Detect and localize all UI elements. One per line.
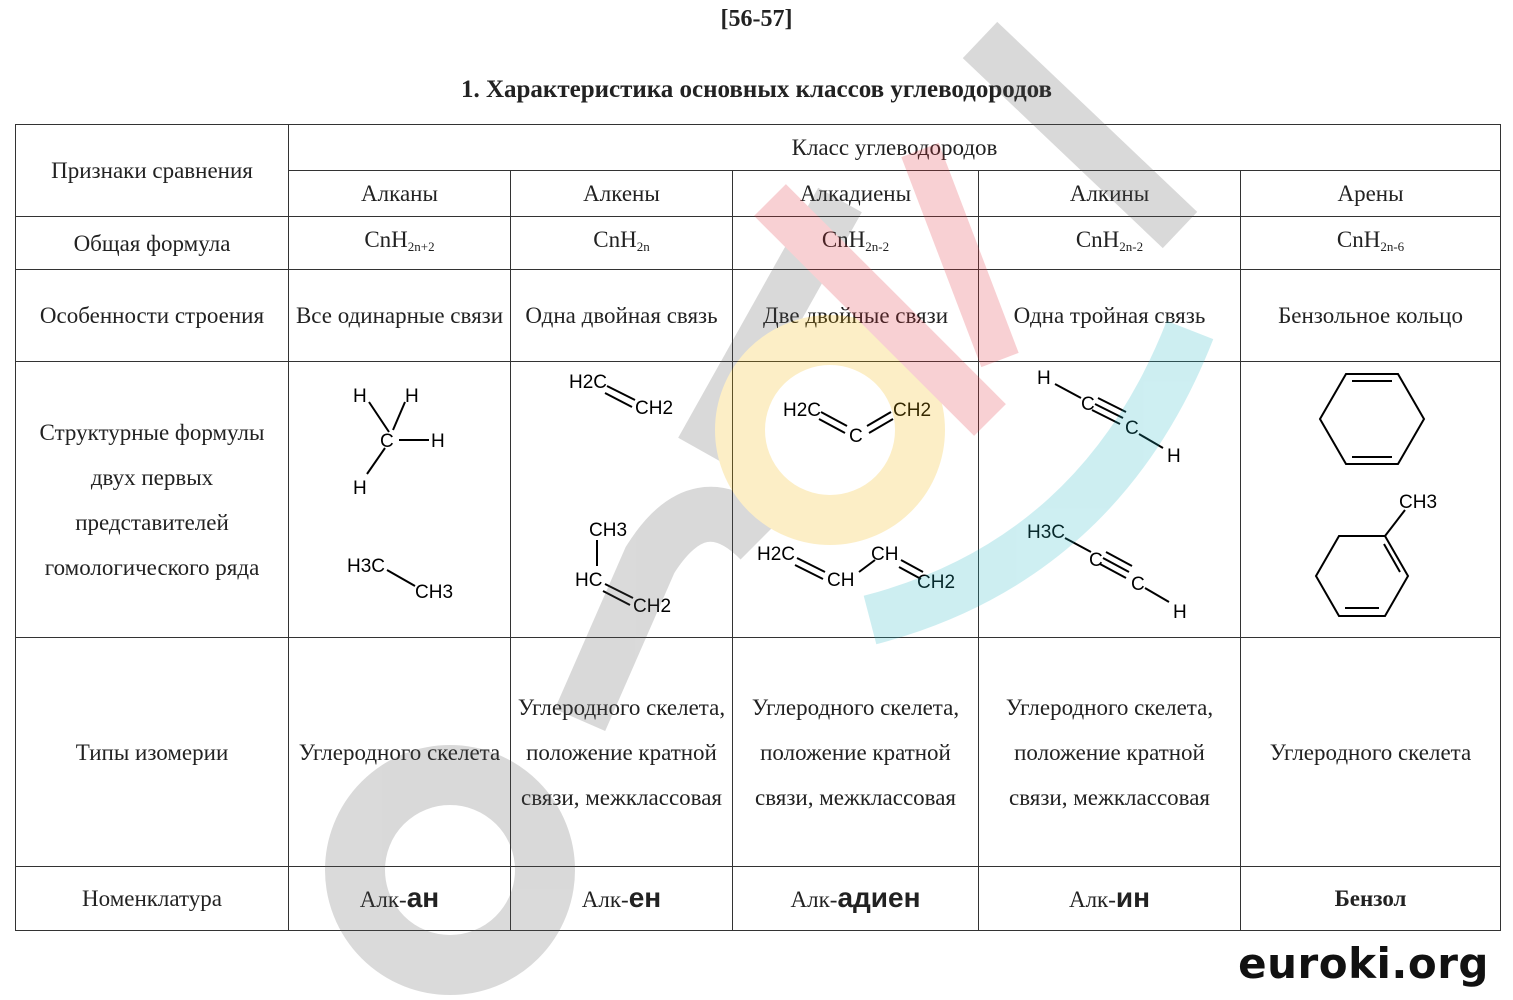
propene-formula	[575, 520, 671, 617]
nomenclature-alkynes: Алк-ин	[979, 867, 1241, 931]
header-alkanes: Алканы	[289, 171, 511, 217]
nomenclature-alkenes: Алк-ен	[511, 867, 733, 931]
nomenclature-alkanes: Алк-ан	[289, 867, 511, 931]
formula-arenes: CnH$_{2n-6}$	[1241, 217, 1501, 270]
butadiene-formula	[757, 544, 955, 593]
page-reference: [56-57]	[720, 6, 793, 32]
isomerism-alkynes: Углеродного скелета, положение кратной связи, межклассовая	[979, 638, 1241, 867]
svg-text:C: C	[849, 426, 863, 447]
row-label-isomerism: Типы изомерии	[16, 638, 289, 867]
formula-alkenes: CnH$_{2n}$	[511, 217, 733, 270]
svg-text:C: C	[1081, 394, 1095, 415]
svg-text:H: H	[1037, 368, 1051, 389]
svg-text:H: H	[431, 431, 445, 452]
header-comparison: Признаки сравнения	[16, 125, 289, 217]
euroki-logo: euroki.org	[1238, 939, 1489, 988]
svg-text:CH2: CH2	[917, 572, 956, 593]
propadiene-formula	[783, 400, 931, 447]
svg-text:CH2: CH2	[635, 398, 674, 419]
structure-alkanes: Все одинарные связи	[289, 270, 511, 362]
ethyne-formula	[1037, 368, 1181, 467]
svg-text:H3C: H3C	[347, 556, 386, 577]
header-alkenes: Алкены	[511, 171, 733, 217]
svg-text:H3C: H3C	[1027, 522, 1066, 543]
page-title: 1. Характеристика основных классов углеводородов	[460, 76, 1053, 103]
ethene-formula	[569, 372, 673, 419]
svg-text:CH3: CH3	[589, 520, 628, 541]
svg-text:H: H	[1173, 602, 1187, 623]
structural-formulas-alkynes	[979, 362, 1241, 638]
structure-alkadienes: Две двойные связи	[733, 270, 979, 362]
header-class-group: Класс углеводородов	[289, 125, 1501, 171]
isomerism-alkanes: Углеродного скелета	[289, 638, 511, 867]
formula-alkynes: CnH$_{2n-2}$	[979, 217, 1241, 270]
svg-text:H: H	[353, 478, 367, 499]
structural-formulas-arenes	[1241, 362, 1501, 638]
header-alkynes: Алкины	[979, 171, 1241, 217]
svg-text:CH2: CH2	[893, 400, 932, 421]
svg-text:CH3: CH3	[1399, 492, 1438, 513]
benzene-formula	[1320, 374, 1424, 464]
structure-alkenes: Одна двойная связь	[511, 270, 733, 362]
svg-text:C: C	[1131, 574, 1145, 595]
isomerism-alkadienes: Углеродного скелета, положение кратной связи, межклассовая	[733, 638, 979, 867]
row-label-structure: Особенности строения	[16, 270, 289, 362]
structural-formulas-alkadienes	[733, 362, 979, 638]
svg-text:CH2: CH2	[633, 596, 672, 617]
svg-text:H2C: H2C	[757, 544, 796, 565]
svg-text:C: C	[1125, 418, 1139, 439]
propyne-formula	[1027, 522, 1187, 623]
svg-text:CH3: CH3	[415, 582, 454, 603]
toluene-formula	[1316, 492, 1437, 616]
methane-formula	[353, 386, 445, 499]
row-label-nomenclature: Номенклатура	[16, 867, 289, 931]
formula-alkanes: CnH$_{2n+2}$	[289, 217, 511, 270]
nomenclature-alkadienes: Алк-адиен	[733, 867, 979, 931]
structural-formulas-alkenes	[511, 362, 733, 638]
structure-arenes: Бензольное кольцо	[1241, 270, 1501, 362]
isomerism-alkenes: Углеродного скелета, положение кратной связи, межклассовая	[511, 638, 733, 867]
row-label-structural-formulas: Структурные формулы двух первых представителей гомологического ряда	[16, 362, 289, 638]
hydrocarbons-table	[15, 124, 1501, 931]
svg-text:HC: HC	[575, 570, 603, 591]
svg-text:CH: CH	[871, 544, 899, 565]
ethane-formula	[347, 556, 453, 603]
header-arenes: Арены	[1241, 171, 1501, 217]
row-label-formula: Общая формула	[16, 217, 289, 270]
svg-text:CH: CH	[827, 570, 855, 591]
nomenclature-arenes: Бензол	[1241, 867, 1501, 931]
svg-text:C: C	[380, 431, 394, 452]
header-alkadienes: Алкадиены	[733, 171, 979, 217]
svg-text:H2C: H2C	[569, 372, 608, 393]
svg-text:H: H	[353, 386, 367, 407]
svg-text:H2C: H2C	[783, 400, 822, 421]
svg-text:C: C	[1089, 550, 1103, 571]
structure-alkynes: Одна тройная связь	[979, 270, 1241, 362]
formula-alkadienes: CnH$_{2n-2}$	[733, 217, 979, 270]
svg-text:H: H	[405, 386, 419, 407]
isomerism-arenes: Углеродного скелета	[1241, 638, 1501, 867]
svg-text:H: H	[1167, 446, 1181, 467]
structural-formulas-alkanes	[289, 362, 511, 638]
